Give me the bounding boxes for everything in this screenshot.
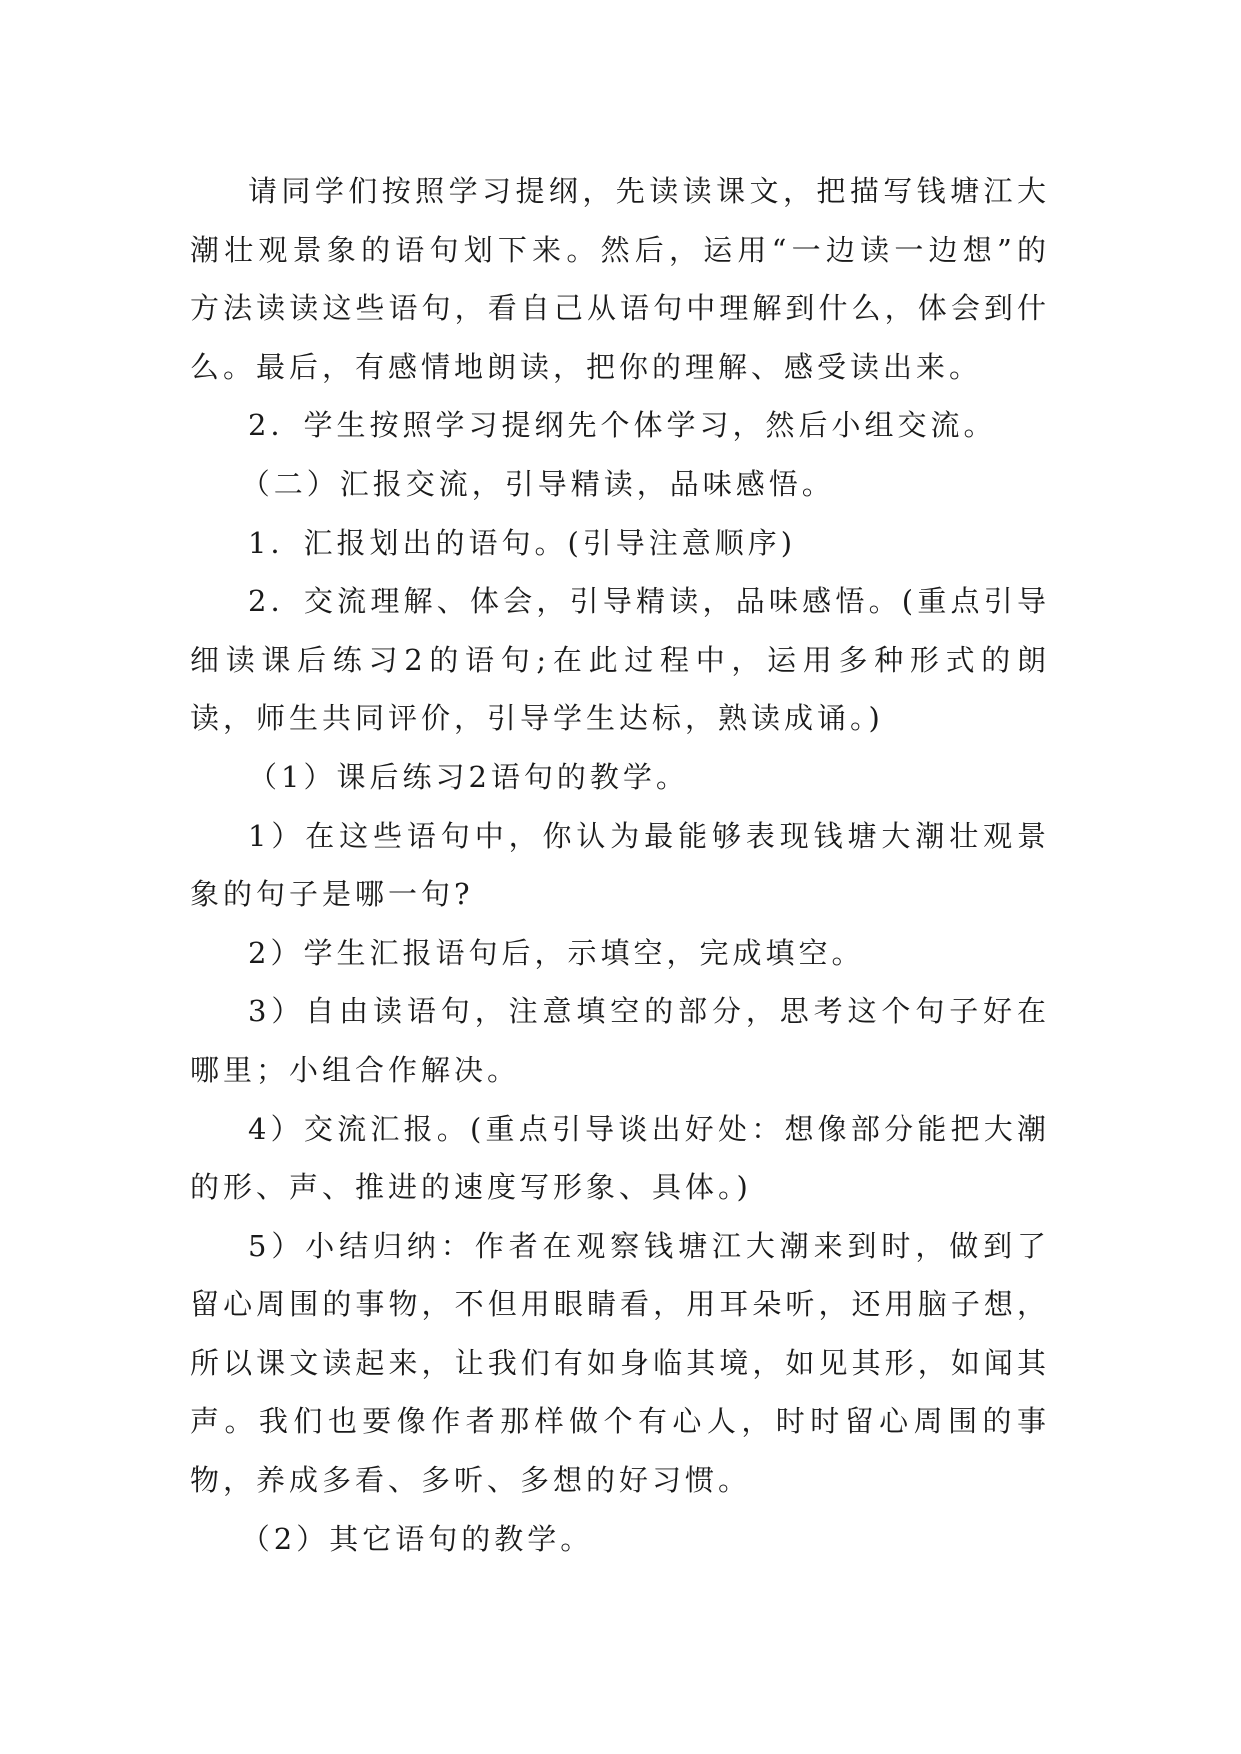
paragraph-study-instructions: 请同学们按照学习提纲，先读读课文，把描写钱塘江大潮壮观景象的语句划下来。然后，运用“一边读一边想”的方法读读这些语句，看自己从语句中理解到什么，体会到什么。最后，有感情地朗读，把你的理解、感受读出来。 <box>190 174 1050 384</box>
paragraph-item-3: 3）自由读语句，注意填空的部分，思考这个句子好在哪里；小组合作解决。 <box>190 994 1050 1087</box>
paragraph-item-4: 4）交流汇报。(重点引导谈出好处：想像部分能把大潮的形、声、推进的速度写形象、具体。) <box>190 1111 1050 1205</box>
paragraph-item-5-summary: 5）小结归纳：作者在观察钱塘江大潮来到时，做到了留心周围的事物，不但用眼睛看，用耳朵听，还用脑子想，所以课文读起来，让我们有如身临其境，如见其形，如闻其声。我们也要像作者那样做个有心人，时时留心周围的事物，养成多看、多听、多想的好习惯。 <box>190 1228 1050 1498</box>
paragraph-step-1-report: 1．汇报划出的语句。(引导注意顺序) <box>248 525 797 560</box>
paragraph-subsection-2-heading: （2）其它语句的教学。 <box>240 1521 594 1556</box>
paragraph-item-2: 2）学生汇报语句后，示填空，完成填空。 <box>248 935 865 970</box>
paragraph-item-1: 1）在这些语句中，你认为最能够表现钱塘大潮壮观景象的句子是哪一句? <box>190 818 1050 912</box>
paragraph-subsection-1-heading: （1）课后练习2语句的教学。 <box>248 759 689 794</box>
document-body <box>190 162 1050 1568</box>
paragraph-step-2-exchange: 2．交流理解、体会，引导精读，品味感悟。(重点引导细读课后练习2的语句;在此过程中，运用多种形式的朗读，师生共同评价，引导学生达标，熟读成诵。) <box>190 584 1050 736</box>
paragraph-section-2-heading: （二）汇报交流，引导精读，品味感悟。 <box>240 466 835 501</box>
paragraph-step-2-individual-study: 2．学生按照学习提纲先个体学习，然后小组交流。 <box>248 408 997 443</box>
